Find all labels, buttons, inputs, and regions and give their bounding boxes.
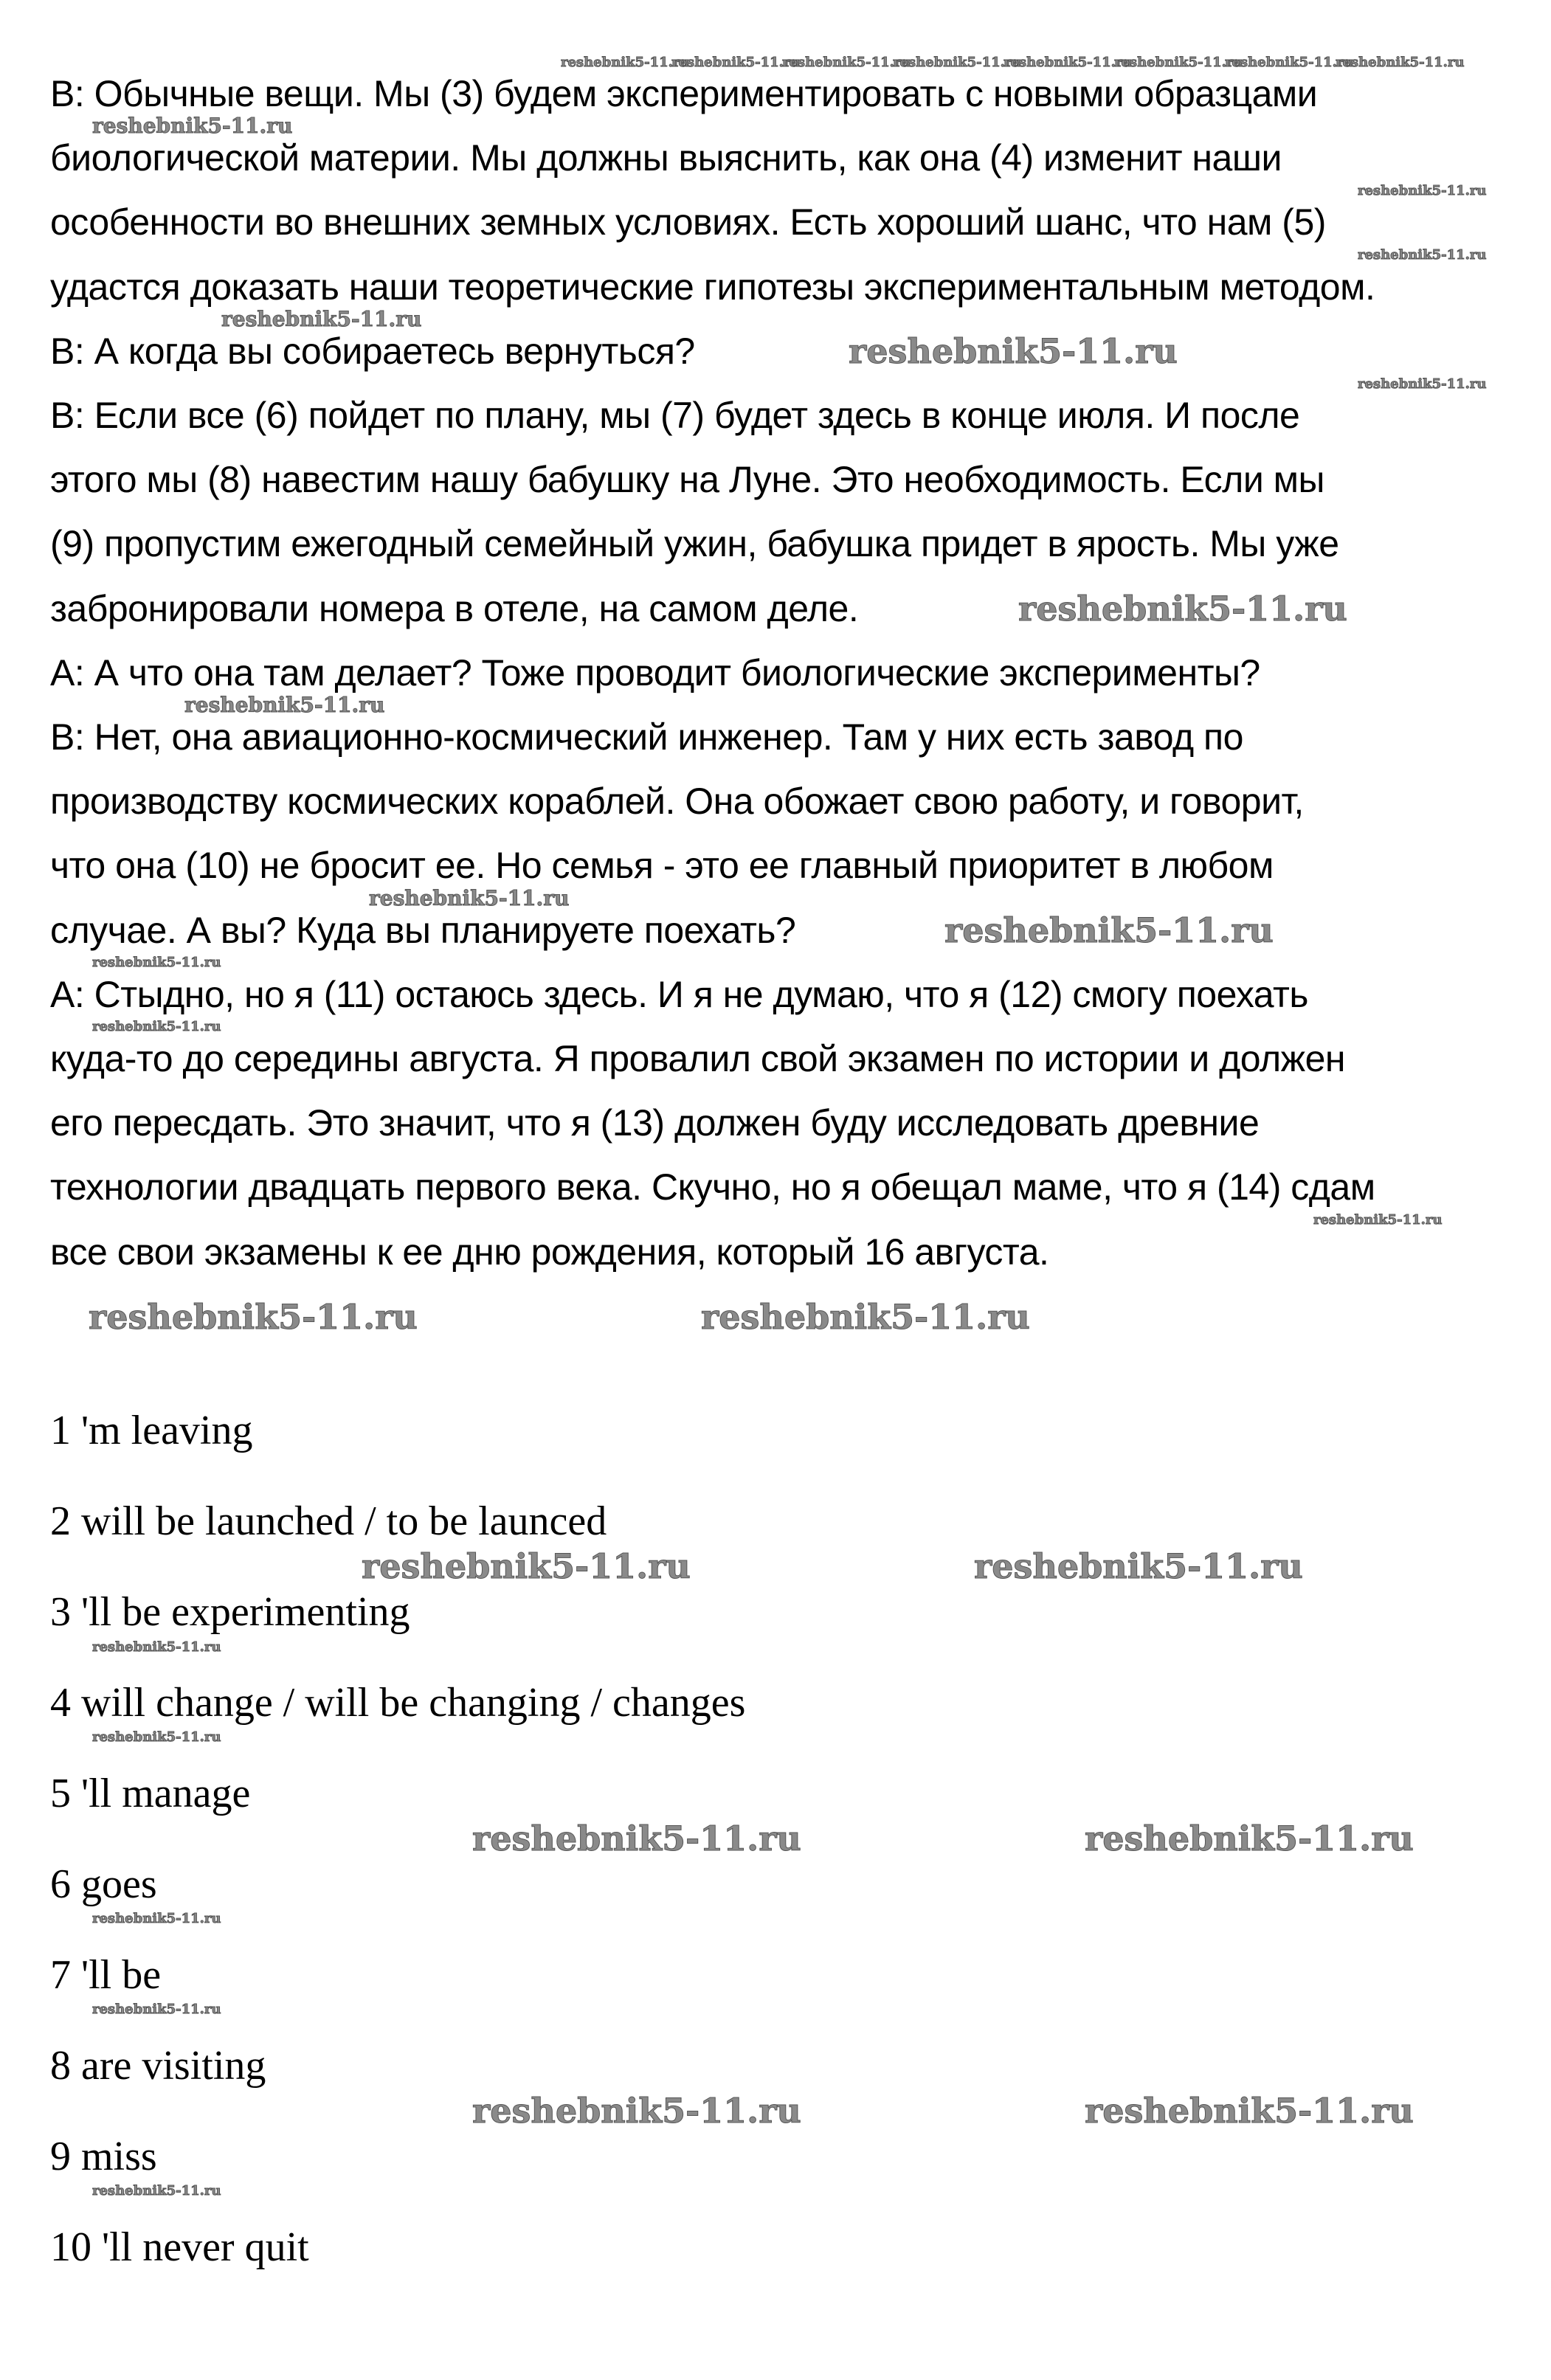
watermark: reshebnik5-11.ru <box>92 1639 221 1655</box>
dialogue-line: особенности во внешних земных условиях. Есть хороший шанс, что нам (5) <box>50 201 1326 243</box>
dialogue-line: что она (10) не бросит ее. Но семья - это ее главный приоритет в любом <box>50 845 1274 887</box>
answer-item: 9 miss <box>50 2134 157 2179</box>
watermark: reshebnik5-11.ru <box>221 307 422 331</box>
dialogue-line: В: А когда вы собираетесь вернуться? <box>50 330 695 372</box>
watermark: reshebnik5-11.ru <box>1336 55 1465 70</box>
answer-item: 3 'll be experimenting <box>50 1589 410 1635</box>
watermark: reshebnik5-11.ru <box>184 693 385 717</box>
dialogue-line: В: Обычные вещи. Мы (3) будем экспериментировать с новыми образцами <box>50 73 1318 114</box>
watermark: reshebnik5-11.ru <box>1018 589 1347 629</box>
watermark: reshebnik5-11.ru <box>1358 183 1487 198</box>
dialogue-line: А: Стыдно, но я (11) остаюсь здесь. И я не думаю, что я (12) смогу поехать <box>50 973 1308 1015</box>
watermark: reshebnik5-11.ru <box>472 1819 801 1858</box>
dialogue-line: этого мы (8) навестим нашу бабушку на Луне. Это необходимость. Если мы <box>50 459 1324 501</box>
watermark: reshebnik5-11.ru <box>944 910 1274 950</box>
dialogue-line: случае. А вы? Куда вы планируете поехать? <box>50 909 796 951</box>
answer-item: 4 will change / will be changing / changes <box>50 1680 746 1726</box>
watermark: reshebnik5-11.ru <box>849 331 1178 371</box>
watermark: reshebnik5-11.ru <box>92 1911 221 1926</box>
dialogue-line: удастся доказать наши теоретические гипотезы экспериментальным методом. <box>50 266 1375 308</box>
answer-item: 7 'll be <box>50 1952 162 1998</box>
watermark: reshebnik5-11.ru <box>92 1729 221 1745</box>
watermark: reshebnik5-11.ru <box>1313 1212 1443 1228</box>
watermark: reshebnik5-11.ru <box>561 55 690 70</box>
watermark: reshebnik5-11.ru <box>1004 55 1133 70</box>
watermark: reshebnik5-11.ru <box>671 55 801 70</box>
watermark: reshebnik5-11.ru <box>472 2091 801 2131</box>
answer-item: 6 goes <box>50 1861 157 1907</box>
answer-item: 5 'll manage <box>50 1771 251 1816</box>
dialogue-line: технологии двадцать первого века. Скучно, но я обещал маме, что я (14) сдам <box>50 1166 1375 1208</box>
answer-item: 1 'm leaving <box>50 1408 253 1453</box>
dialogue-line: биологической материи. Мы должны выяснить, как она (4) изменит наши <box>50 137 1282 179</box>
answer-item: 8 are visiting <box>50 2043 266 2089</box>
dialogue-line: производству космических кораблей. Она обожает свою работу, и говорит, <box>50 781 1304 823</box>
watermark: reshebnik5-11.ru <box>89 1297 418 1337</box>
watermark: reshebnik5-11.ru <box>1114 55 1243 70</box>
dialogue-line: (9) пропустим ежегодный семейный ужин, бабушка придет в ярость. Мы уже <box>50 523 1339 565</box>
dialogue-line: В: Нет, она авиационно-космический инженер. Там у них есть завод по <box>50 716 1243 758</box>
watermark: reshebnik5-11.ru <box>362 1546 691 1586</box>
dialogue-line: куда-то до середины августа. Я провалил свой экзамен по истории и должен <box>50 1038 1345 1079</box>
answer-item: 2 will be launched / to be launced <box>50 1498 607 1544</box>
watermark: reshebnik5-11.ru <box>893 55 1022 70</box>
watermark: reshebnik5-11.ru <box>974 1546 1303 1586</box>
watermark: reshebnik5-11.ru <box>369 886 570 910</box>
watermark: reshebnik5-11.ru <box>782 55 911 70</box>
watermark: reshebnik5-11.ru <box>1085 1819 1414 1858</box>
watermark: reshebnik5-11.ru <box>92 2183 221 2199</box>
watermark: reshebnik5-11.ru <box>92 1019 221 1034</box>
dialogue-line: забронировали номера в отеле, на самом деле. <box>50 587 859 629</box>
watermark: reshebnik5-11.ru <box>1225 55 1354 70</box>
dialogue-line: его пересдать. Это значит, что я (13) должен буду исследовать древние <box>50 1102 1260 1144</box>
watermark: reshebnik5-11.ru <box>701 1297 1030 1337</box>
watermark: reshebnik5-11.ru <box>1358 376 1487 392</box>
dialogue-line: В: Если все (6) пойдет по плану, мы (7) будет здесь в конце июля. И после <box>50 395 1300 436</box>
watermark: reshebnik5-11.ru <box>92 114 293 138</box>
watermark: reshebnik5-11.ru <box>1358 247 1487 263</box>
dialogue-line: все свои экзамены к ее дню рождения, который 16 августа. <box>50 1231 1049 1273</box>
watermark: reshebnik5-11.ru <box>92 955 221 970</box>
watermark: reshebnik5-11.ru <box>1085 2091 1414 2131</box>
answer-item: 10 'll never quit <box>50 2224 309 2270</box>
dialogue-line: А: А что она там делает? Тоже проводит биологические эксперименты? <box>50 651 1260 693</box>
watermark: reshebnik5-11.ru <box>92 2002 221 2017</box>
